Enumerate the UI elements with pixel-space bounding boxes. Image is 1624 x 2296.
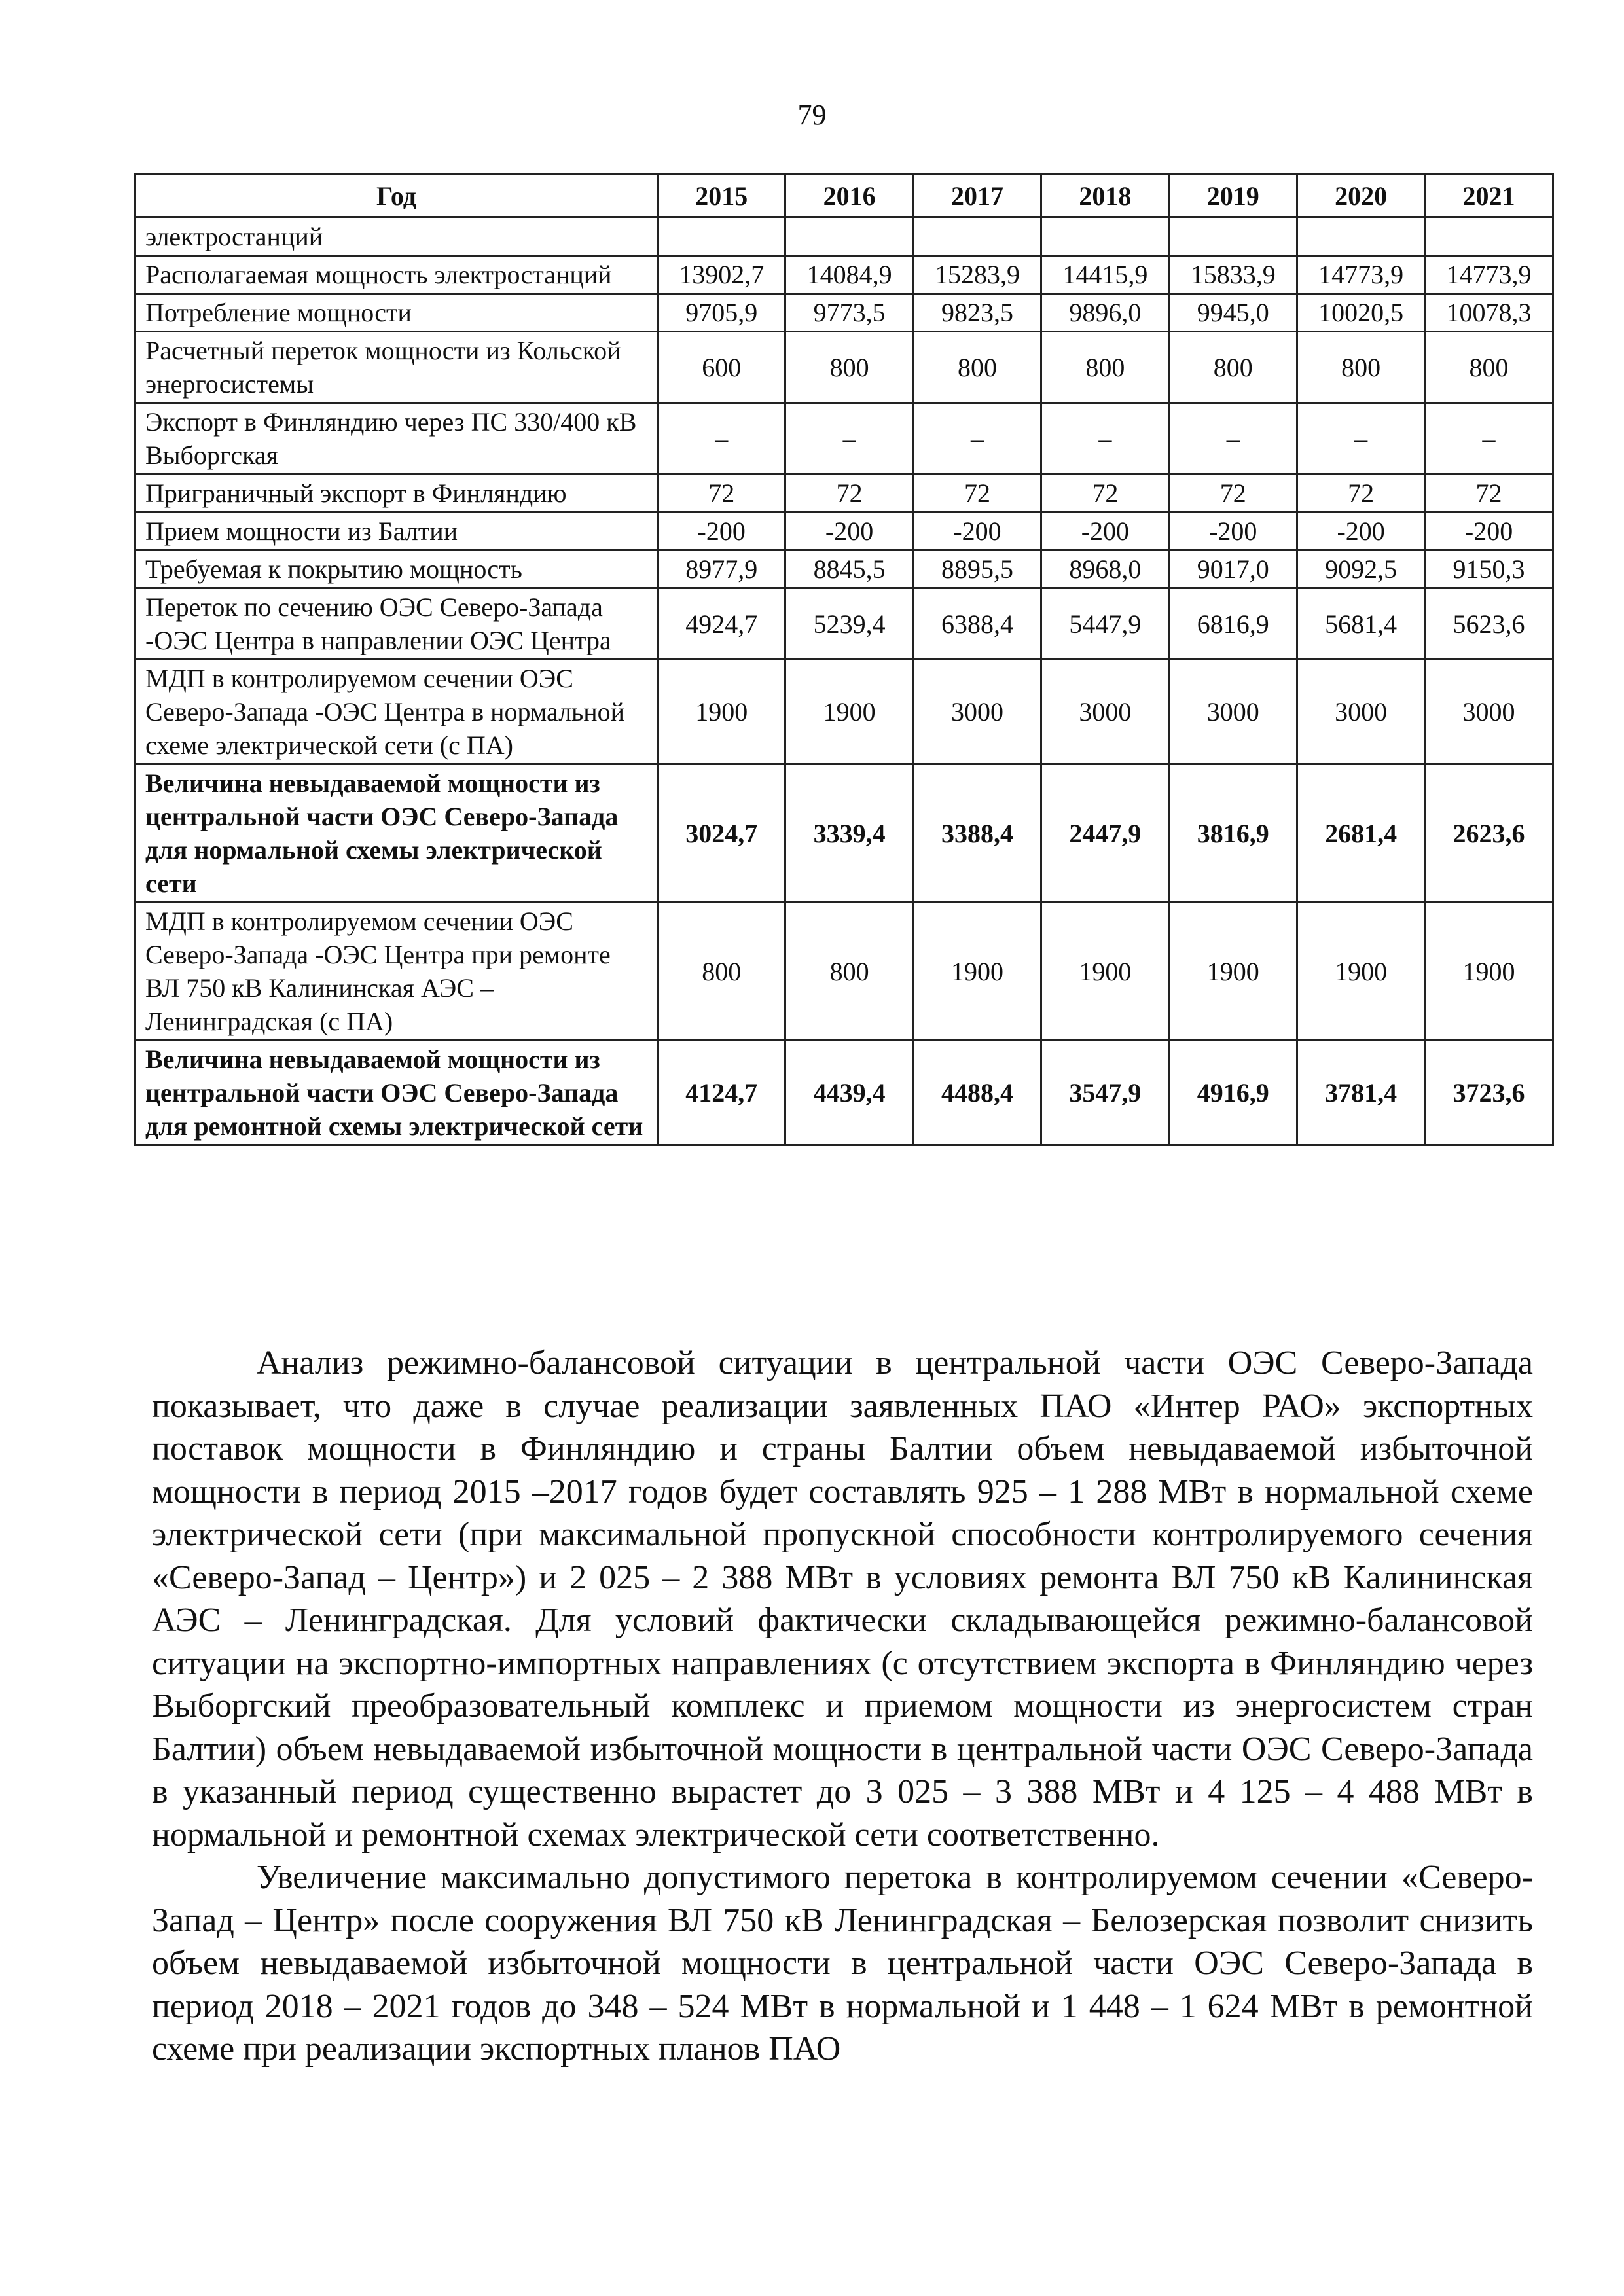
table-header-row xyxy=(135,175,1553,217)
table-cell: 3816,9 xyxy=(1169,764,1297,903)
table-cell: 15283,9 xyxy=(913,256,1041,294)
row-label: МДП в контролируемом сечении ОЭС Северо-Запада -ОЭС Центра при ремонте ВЛ 750 кВ Калининская АЭС – Ленинградская (с ПА) xyxy=(135,903,658,1041)
paragraph: Увеличение максимально допустимого перетока в контролируемом сечении «Северо-Запад – Центр» после сооружения ВЛ 750 кВ Ленинградская – Белозерская позволит снизить объем невыдаваемой избыточной мощности в центральной части ОЭС Северо-Запада в период 2018 – 2021 годов до 348 – 524 МВт в нормальной и 1 448 – 1 624 МВт в ремонтной схеме при реализации экспортных планов ПАО xyxy=(152,1859,1533,2068)
table-cell: 800 xyxy=(1169,332,1297,403)
table-cell: 800 xyxy=(785,903,913,1041)
header-year: 2020 xyxy=(1297,175,1424,217)
balance-table xyxy=(134,173,1554,1146)
table-cell: 3000 xyxy=(1297,660,1424,764)
table-cell: 72 xyxy=(785,475,913,512)
table-cell: 8977,9 xyxy=(658,550,785,588)
table-row xyxy=(135,1041,1553,1145)
table-cell: -200 xyxy=(1297,512,1424,550)
table-cell: 5447,9 xyxy=(1041,588,1169,660)
row-label: Экспорт в Финляндию через ПС 330/400 кВ Выборгская xyxy=(135,403,658,475)
table-cell: 800 xyxy=(1041,332,1169,403)
table-cell: 14084,9 xyxy=(785,256,913,294)
table-row xyxy=(135,588,1553,660)
table-cell: – xyxy=(1425,403,1553,475)
table-cell xyxy=(913,217,1041,256)
table-cell: -200 xyxy=(1041,512,1169,550)
table-cell: 1900 xyxy=(785,660,913,764)
table-cell: 10078,3 xyxy=(1425,294,1553,332)
table-cell: 10020,5 xyxy=(1297,294,1424,332)
table-body xyxy=(135,217,1553,1145)
header-year: 2018 xyxy=(1041,175,1169,217)
table-cell: -200 xyxy=(785,512,913,550)
row-label: Прием мощности из Балтии xyxy=(135,512,658,550)
table-cell xyxy=(1425,217,1553,256)
row-label: Располагаемая мощность электростанций xyxy=(135,256,658,294)
table-cell: 15833,9 xyxy=(1169,256,1297,294)
table-cell: 3723,6 xyxy=(1425,1041,1553,1145)
header-year: 2017 xyxy=(913,175,1041,217)
table-cell: 3000 xyxy=(1041,660,1169,764)
header-year: 2016 xyxy=(785,175,913,217)
table-row xyxy=(135,294,1553,332)
table-cell: 72 xyxy=(913,475,1041,512)
table-cell: 8968,0 xyxy=(1041,550,1169,588)
table-cell: 14773,9 xyxy=(1425,256,1553,294)
table-cell: 1900 xyxy=(658,660,785,764)
table-cell: 4124,7 xyxy=(658,1041,785,1145)
row-label: Потребление мощности xyxy=(135,294,658,332)
paragraph: Анализ режимно-балансовой ситуации в центральной части ОЭС Северо-Запада показывает, что даже в случае реализации заявленных ПАО «Интер РАО» экспортных поставок мощности в Финляндию и страны Балтии объем невыдаваемой избыточной мощности в период 2015 –2017 годов будет составлять 925 – 1 288 МВт в нормальной схеме электрической сети (при максимальной пропускной способности контролируемого сечения «Северо-Запад – Центр») и 2 025 – 2 388 МВт в условиях ремонта ВЛ 750 кВ Калининская АЭС – Ленинградская. Для условий фактически складывающейся режимно-балансовой ситуации на экспортно-импортных направлениях (с отсутствием экспорта в Финляндию через Выборгский преобразовательный комплекс и приемом мощности из энергосистем стран Балтии) объем невыдаваемой избыточной мощности в центральной части ОЭС Северо-Запада в указанный период существенно вырастет до 3 025 – 3 388 МВт и 4 125 – 4 488 МВт в нормальной и ремонтной схемах электрической сети соответственно. xyxy=(152,1344,1533,1854)
table-cell: 9705,9 xyxy=(658,294,785,332)
table-cell: 5239,4 xyxy=(785,588,913,660)
table-cell: 13902,7 xyxy=(658,256,785,294)
table-cell: -200 xyxy=(658,512,785,550)
table-cell: 6388,4 xyxy=(913,588,1041,660)
table-cell: -200 xyxy=(913,512,1041,550)
table-cell: 2623,6 xyxy=(1425,764,1553,903)
table-cell: 14415,9 xyxy=(1041,256,1169,294)
table-cell xyxy=(1169,217,1297,256)
table-cell: – xyxy=(1297,403,1424,475)
table-row xyxy=(135,660,1553,764)
row-label: Приграничный экспорт в Финляндию xyxy=(135,475,658,512)
table-cell: 72 xyxy=(1425,475,1553,512)
table-cell: 9945,0 xyxy=(1169,294,1297,332)
table-cell: 1900 xyxy=(1169,903,1297,1041)
table-cell: 1900 xyxy=(1425,903,1553,1041)
table-cell: 4916,9 xyxy=(1169,1041,1297,1145)
table-cell: 4924,7 xyxy=(658,588,785,660)
table-cell: 1900 xyxy=(1041,903,1169,1041)
table-cell: 72 xyxy=(1169,475,1297,512)
table-cell: 9896,0 xyxy=(1041,294,1169,332)
table-cell xyxy=(1297,217,1424,256)
table-cell: 9773,5 xyxy=(785,294,913,332)
table-row xyxy=(135,256,1553,294)
table-cell: 4439,4 xyxy=(785,1041,913,1145)
table-row xyxy=(135,217,1553,256)
table-cell: 3339,4 xyxy=(785,764,913,903)
table-cell: 72 xyxy=(658,475,785,512)
table-cell: 3000 xyxy=(913,660,1041,764)
table-cell: 6816,9 xyxy=(1169,588,1297,660)
table-cell: 72 xyxy=(1041,475,1169,512)
table-cell xyxy=(1041,217,1169,256)
table-cell: 8845,5 xyxy=(785,550,913,588)
table-cell: 2447,9 xyxy=(1041,764,1169,903)
table-cell xyxy=(785,217,913,256)
table-cell: 72 xyxy=(1297,475,1424,512)
row-label: Величина невыдаваемой мощности из центральной части ОЭС Северо-Запада для ремонтной схемы электрической сети xyxy=(135,1041,658,1145)
table-cell: 1900 xyxy=(913,903,1041,1041)
table-cell: 4488,4 xyxy=(913,1041,1041,1145)
row-label: Расчетный переток мощности из Кольской энергосистемы xyxy=(135,332,658,403)
table-cell: 800 xyxy=(913,332,1041,403)
table-cell: 3781,4 xyxy=(1297,1041,1424,1145)
table-cell: 600 xyxy=(658,332,785,403)
table-row xyxy=(135,512,1553,550)
row-label: МДП в контролируемом сечении ОЭС Северо-Запада -ОЭС Центра в нормальной схеме электрической сети (с ПА) xyxy=(135,660,658,764)
table-cell: -200 xyxy=(1425,512,1553,550)
table-row xyxy=(135,332,1553,403)
header-year-label: Год xyxy=(135,175,658,217)
table-cell: 14773,9 xyxy=(1297,256,1424,294)
table-cell: 5623,6 xyxy=(1425,588,1553,660)
header-year: 2015 xyxy=(658,175,785,217)
table-cell: 3024,7 xyxy=(658,764,785,903)
table-cell: -200 xyxy=(1169,512,1297,550)
table-cell: 9092,5 xyxy=(1297,550,1424,588)
table-cell: 800 xyxy=(658,903,785,1041)
table-row xyxy=(135,550,1553,588)
table-cell: – xyxy=(658,403,785,475)
table-cell: – xyxy=(785,403,913,475)
body-text xyxy=(152,1342,1533,2071)
table-cell: 800 xyxy=(785,332,913,403)
table-row xyxy=(135,475,1553,512)
table-cell: – xyxy=(1041,403,1169,475)
table-row xyxy=(135,403,1553,475)
table-cell: 1900 xyxy=(1297,903,1424,1041)
table-cell: – xyxy=(913,403,1041,475)
row-label: электростанций xyxy=(135,217,658,256)
table-cell: 3000 xyxy=(1169,660,1297,764)
table-cell xyxy=(658,217,785,256)
row-label: Величина невыдаваемой мощности из центральной части ОЭС Северо-Запада для нормальной схемы электрической сети xyxy=(135,764,658,903)
table-cell: – xyxy=(1169,403,1297,475)
table-cell: 9823,5 xyxy=(913,294,1041,332)
table-cell: 800 xyxy=(1425,332,1553,403)
page-number: 79 xyxy=(797,99,827,131)
table-cell: 9150,3 xyxy=(1425,550,1553,588)
table-cell: 5681,4 xyxy=(1297,588,1424,660)
table-cell: 3547,9 xyxy=(1041,1041,1169,1145)
header-year: 2019 xyxy=(1169,175,1297,217)
table-cell: 800 xyxy=(1297,332,1424,403)
table-cell: 3000 xyxy=(1425,660,1553,764)
table-row xyxy=(135,764,1553,903)
row-label: Требуемая к покрытию мощность xyxy=(135,550,658,588)
table-row xyxy=(135,903,1553,1041)
table-cell: 8895,5 xyxy=(913,550,1041,588)
header-year: 2021 xyxy=(1425,175,1553,217)
table-cell: 9017,0 xyxy=(1169,550,1297,588)
table-cell: 2681,4 xyxy=(1297,764,1424,903)
table-cell: 3388,4 xyxy=(913,764,1041,903)
row-label: Переток по сечению ОЭС Северо-Запада -ОЭС Центра в направлении ОЭС Центра xyxy=(135,588,658,660)
